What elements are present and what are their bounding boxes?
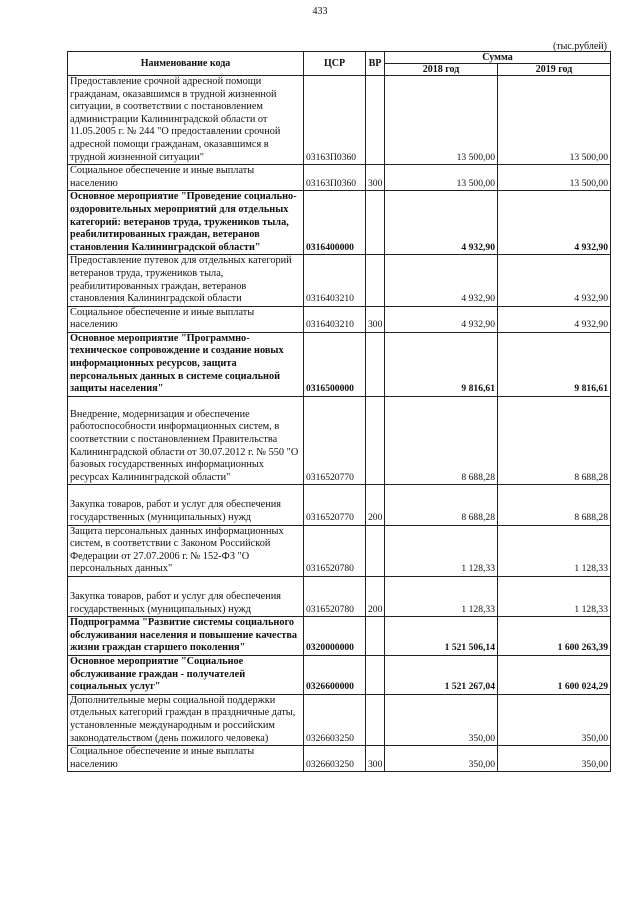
header-2018: 2018 год [385,64,498,76]
row-sum-2019: 4 932,90 [498,255,611,306]
table-row [68,191,611,255]
row-sum-2019: 350,00 [498,694,611,745]
row-sum-2018: 1 521 267,04 [385,655,498,694]
units-label: (тыс.рублей) [552,41,607,52]
header-vr: ВР [366,52,385,76]
table-row [68,576,611,616]
header-sum: Сумма [385,52,611,64]
row-name: Предоставление срочной адресной помощи гражданам, оказавшимся в трудной жизненной ситуации, в соответствии с постановлением администрации Калининградской области от 11.05.2005 г. № 244 "О предоставлении срочной адресной помощи гражданам, оказавшимся в трудной жизненной ситуации" [68,76,304,165]
row-name: Подпрограмма "Развитие системы социального обслуживания населения и повышение качества жизни граждан старшего поколения" [68,617,304,656]
row-name: Основное мероприятие "Программно-техническое сопровождение и создание новых информационных ресурсов, защита персональных данных в системе социальной защиты населения" [68,332,304,396]
row-name: Дополнительные меры социальной поддержки отдельных категорий граждан в праздничные даты, установленные международным и российским законодательством (день пожилого человека) [68,694,304,745]
row-sum-2018: 350,00 [385,694,498,745]
table-row [68,746,611,772]
row-vr [366,76,385,165]
table-row [68,655,611,694]
row-csr: 03163П0360 [304,165,366,191]
row-sum-2018: 8 688,28 [385,485,498,525]
row-sum-2019: 1 600 263,39 [498,617,611,656]
row-vr [366,617,385,656]
row-csr: 0326603250 [304,694,366,745]
row-sum-2018: 1 128,33 [385,576,498,616]
row-vr [366,396,385,485]
row-vr: 300 [366,306,385,332]
row-sum-2019: 13 500,00 [498,165,611,191]
row-sum-2019: 8 688,28 [498,396,611,485]
row-name: Внедрение, модернизация и обеспечение работоспособности информационных систем, в соответствии с постановлением Правительства Калининградской области от 30.07.2012 г. № 550 "О базовых государственных информационных ресурсах Калининградской области" [68,396,304,485]
table-row [68,485,611,525]
table-row [68,76,611,165]
row-csr: 0326600000 [304,655,366,694]
row-vr: 200 [366,576,385,616]
row-vr [366,191,385,255]
row-name: Основное мероприятие "Социальное обслуживание граждан - получателей социальных услуг" [68,655,304,694]
row-vr [366,655,385,694]
row-sum-2019: 4 932,90 [498,191,611,255]
row-vr [366,255,385,306]
row-csr: 0316403210 [304,306,366,332]
row-sum-2018: 9 816,61 [385,332,498,396]
row-csr: 0316520780 [304,525,366,576]
row-name: Закупка товаров, работ и услуг для обеспечения государственных (муниципальных) нужд [68,485,304,525]
row-sum-2018: 4 932,90 [385,191,498,255]
table-row [68,396,611,485]
row-sum-2019: 1 600 024,29 [498,655,611,694]
budget-table [67,51,611,772]
row-csr: 0316520770 [304,485,366,525]
row-csr: 0320000000 [304,617,366,656]
header-name: Наименование кода [68,52,304,76]
row-name: Основное мероприятие "Проведение социально-оздоровительных мероприятий для отдельных категорий: ветеранов труда, тружеников тыла, реабилитированных граждан, ветеранов становления Калининградской области" [68,191,304,255]
row-sum-2018: 13 500,00 [385,76,498,165]
header-csr: ЦСР [304,52,366,76]
row-sum-2019: 1 128,33 [498,576,611,616]
row-name: Защита персональных данных информационных систем, в соответствии с Законом Российской Федерации от 27.07.2006 г. № 152-ФЗ "О персональных данных" [68,525,304,576]
row-csr: 0316400000 [304,191,366,255]
table-row [68,694,611,745]
row-sum-2019: 13 500,00 [498,76,611,165]
row-csr: 0316403210 [304,255,366,306]
table-row [68,306,611,332]
table-row [68,332,611,396]
row-vr: 200 [366,485,385,525]
row-name: Социальное обеспечение и иные выплаты населению [68,165,304,191]
row-name: Закупка товаров, работ и услуг для обеспечения государственных (муниципальных) нужд [68,576,304,616]
table-row [68,525,611,576]
row-sum-2018: 1 128,33 [385,525,498,576]
row-csr: 0326603250 [304,746,366,772]
row-vr: 300 [366,165,385,191]
row-sum-2019: 9 816,61 [498,332,611,396]
row-vr [366,694,385,745]
page-number: 433 [312,6,328,17]
row-sum-2018: 1 521 506,14 [385,617,498,656]
row-csr: 0316500000 [304,332,366,396]
table-row [68,617,611,656]
row-vr: 300 [366,746,385,772]
table-body [68,76,611,772]
row-sum-2018: 8 688,28 [385,396,498,485]
row-sum-2018: 4 932,90 [385,306,498,332]
table-row [68,255,611,306]
row-sum-2019: 1 128,33 [498,525,611,576]
row-csr: 0316520770 [304,396,366,485]
row-vr [366,332,385,396]
row-csr: 0316520780 [304,576,366,616]
row-name: Предоставление путевок для отдельных категорий ветеранов труда, тружеников тыла, реабилитированных граждан, ветеранов становления Калининградской области [68,255,304,306]
header-2019: 2019 год [498,64,611,76]
row-name: Социальное обеспечение и иные выплаты населению [68,306,304,332]
table-row [68,165,611,191]
row-sum-2019: 8 688,28 [498,485,611,525]
row-vr [366,525,385,576]
row-sum-2018: 350,00 [385,746,498,772]
row-name: Социальное обеспечение и иные выплаты населению [68,746,304,772]
row-csr: 03163П0360 [304,76,366,165]
row-sum-2019: 350,00 [498,746,611,772]
row-sum-2018: 4 932,90 [385,255,498,306]
row-sum-2018: 13 500,00 [385,165,498,191]
row-sum-2019: 4 932,90 [498,306,611,332]
